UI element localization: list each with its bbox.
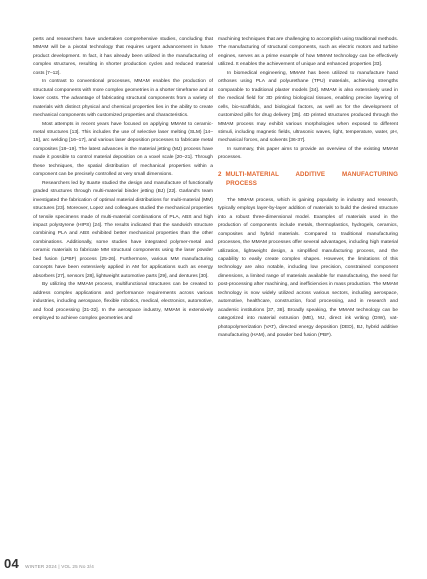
body-paragraph: Researchers led by Ituarte studied the design and manufacture of functionally graded structures through multi-material binder jetting (BJ) [22]. Garland's team investigated the fabrication of optimal material distributions for multi-material (MM) structures [23]. Moreover, Lopez and colleagues studied the mechanical properties of tensile specimens made of multi-material combinations of PLA, ABS and high impact polystyrene (HIPS) [24]. The results indicated that the sandwich structure combining PLA and ABS exhibited better mechanical properties than the other combinations. Additionally, some studies have integrated polymer-metal and ceramic materials to fabricate MM structural components using the laser powder bed fusion (LPBF) process [25-26]. Furthermore, various MM manufacturing concepts have been extensively applied in AM for applications such as energy absorbers [27], sensors [28], lightweight automotive parts [29], and dentures [30].: [33, 180, 213, 279]
right-column: [218, 36, 398, 341]
body-paragraph: Most attempts in recent years have focused on applying MMAM to ceramic-metal structures [13]. This includes the use of selective laser melting (SLM) [14–15], arc welding [16–17], and various laser deposition processes to fabricate metal composites [18–19]. The latest advances in the material jetting (MJ) process have made it possible to control material deposition on a voxel scale [20–21]. Through these techniques, the spatial distribution of mechanical properties within a component can be precisely controlled at very small dimensions.: [33, 121, 213, 178]
section-number: 2: [218, 170, 222, 178]
body-paragraph: In biomedical engineering, MMAM has been utilized to manufacture hand orthoses using PLA and polyurethane (TPU) materials, achieving strengths comparable to traditional plaster models [34]. MMAM is also extensively used in the medical field for 3D printing biological tissues, enabling precise layering of cells, bio-scaffolds, and biological factors, as well as for the development of customized pills for drug delivery [35]. 4D printed structures produced through the MMAM process may exhibit various morphologies when exposed to different stimuli, including magnetic fields, ultrasonic waves, light, temperature, water, pH, mechanical forces, and solvents [36-37].: [218, 70, 398, 144]
issue-info: WINTER 2024 | VOL 25 No 3/4: [25, 564, 95, 569]
left-column: [33, 36, 213, 323]
body-paragraph: machining techniques that are challenging to accomplish using traditional methods. The manufacturing of structural components, such as electric motors and turbine engines, serves as a prime example of how MMAM technology can be effectively utilized. It enables the achievement of unique and enhanced properties [33].: [218, 37, 398, 68]
body-paragraph: The MMAM process, which is gaining popularity in industry and research, typically employs layer-by-layer addition of materials to build the desired structure into a robust three-dimensional model. Examples of materials used in the production of components include metals, thermoplastics, hydrogels, ceramics, composites and hybrid materials. Compared to traditional manufacturing processes, the MMAM processes offer several advantages, including high material utilization, lightweight design, a simplified manufacturing process, and the capability to easily create complex shapes. However, the limitations of this technology are also notable, including low precision, constrained component dimensions, a limited range of materials available for manufacturing, the need for post-processing after machining, and inefficiencies in mass production. The MMAM technology is now widely utilized across various sectors, including aerospace, automotive, healthcare, construction, food processing, and in research and academic institutions [37, 38]. Broadly speaking, the MMAM technology can be categorized into material extrusion (ME), MJ, direct ink writing (DIW), vat-photopolymerization (VAT), directed energy deposition (DED), BJ, hybrid additive manufacturing (HAM), and powder bed fusion (PBF).: [218, 197, 398, 339]
body-paragraph: By utilizing the MMAM process, multifunctional structures can be created to address complex applications and performance requirements across various industries, including aerospace, flexible robotics, medical, electronics, automotive, and food processing [31-32]. In the aerospace industry, MMAM is extensively employed to achieve complex geometries and: [33, 282, 213, 321]
body-paragraph: In contrast to conventional processes, MMAM enables the production of structural components with more complex geometries in a shorter timeframe and at lower costs. The advantage of fabricating structural components from a variety of materials with distinct physical and chemical properties lies in the ability to create mechanical components with customized properties and characteristics.: [33, 79, 213, 119]
body-paragraph: perts and researchers have undertaken comprehensive studies, concluding that MMAM will be a pivotal technology that requires urgent advancement in future product development. In fact, it has already been utilized in the manufacturing of complex structures, resulting in shorter production cycles and reduced material costs [7–12].: [33, 37, 213, 76]
page-footer: [4, 556, 94, 571]
section-title: MULTI-MATERIAL ADDITIVE MANUFACTURING PROCESS: [225, 170, 398, 187]
body-paragraph: In summary, this paper aims to provide an overview of the existing MMAM processes.: [218, 146, 398, 161]
page-number: 04: [4, 556, 20, 571]
section-heading: [218, 170, 398, 188]
